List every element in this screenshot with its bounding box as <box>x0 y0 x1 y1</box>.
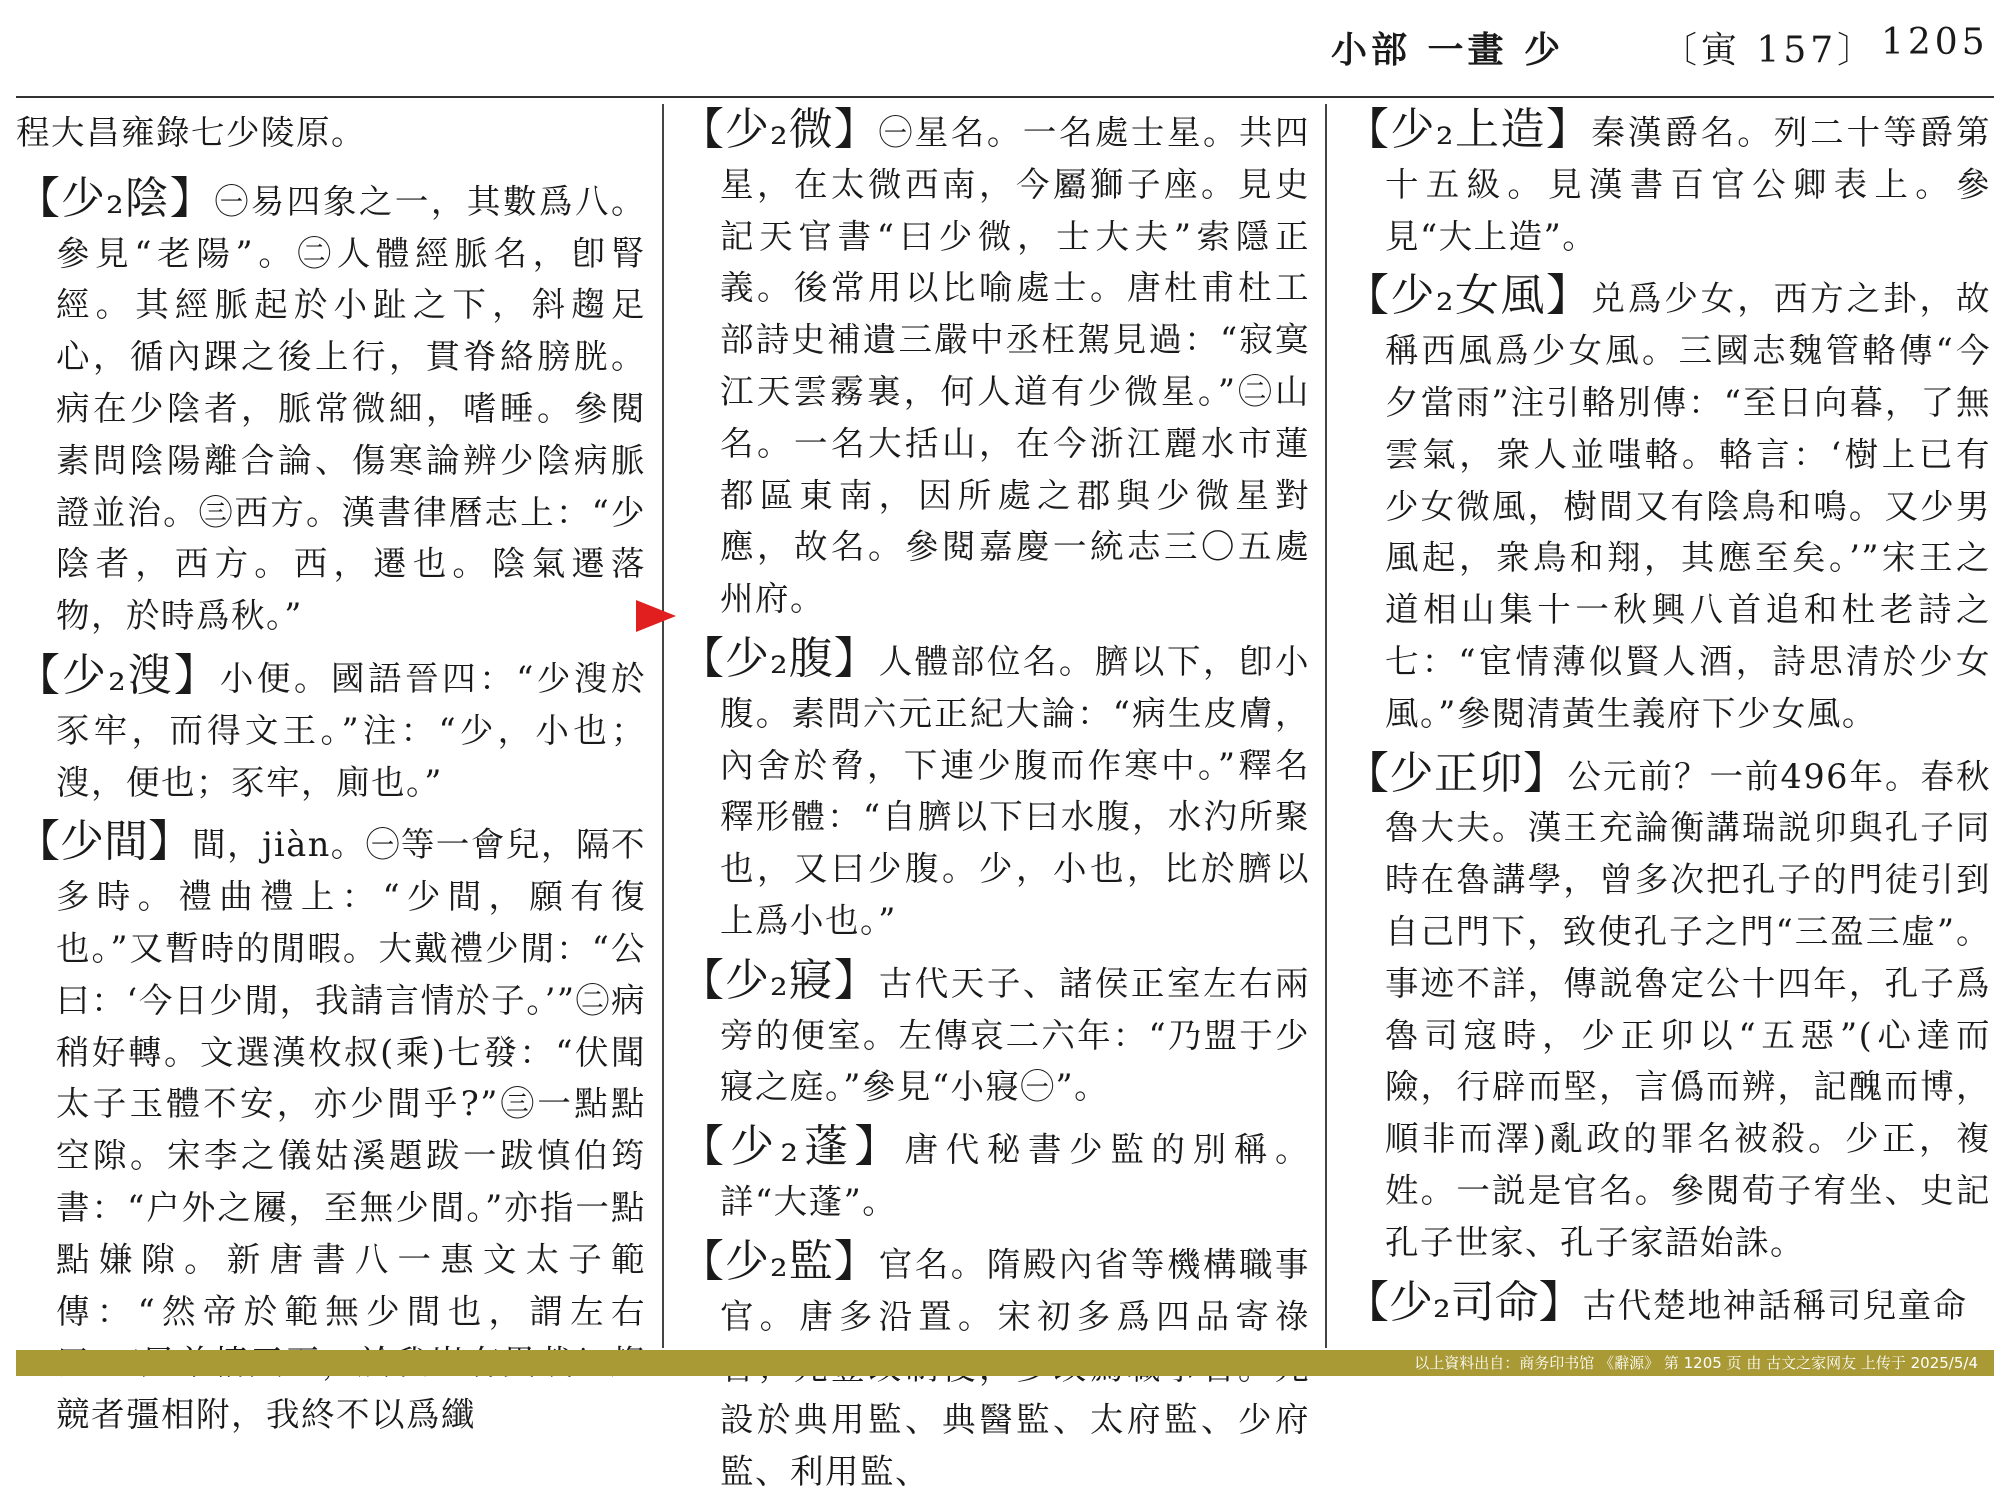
entry-headword: 【少₂蓬】 <box>680 1121 905 1173</box>
dictionary-entry <box>16 173 646 642</box>
column-3 <box>1345 104 1991 1348</box>
entry-headword: 【少₂女風】 <box>1345 270 1592 322</box>
footer-text: 以上資料出自：商务印书馆 《辭源》 第 1205 页 由 古文之家网友 上传于 2025/5/4 <box>1414 1354 1978 1372</box>
dictionary-entry <box>1345 270 1991 739</box>
entry-text: 人體部位名。臍以下，卽小腹。素問六元正紀大論：“病生皮膚，內舍於脅，下連少腹而作寒中。”釋名釋形體：“自臍以下曰水腹，水汋所聚也，又曰少腹。少，小也，比於臍以上爲小也。” <box>720 641 1311 940</box>
entry-text: 程大昌雍錄七少陵原。 <box>16 113 366 152</box>
page-number: 1205 <box>1881 22 1989 63</box>
dictionary-entry <box>680 955 1310 1113</box>
red-arrow-marker <box>636 600 676 632</box>
entry-headword: 【少₂溲】 <box>16 649 220 701</box>
entry-headword: 【少₂微】 <box>680 104 879 155</box>
entry-headword: 【少₂監】 <box>680 1235 879 1287</box>
entry-text: 小便。國語晉四：“少溲於豕牢，而得文王。”注：“少，小也；溲，便也；豕牢，廁也。” <box>56 658 646 802</box>
dictionary-entry <box>680 633 1310 947</box>
entry-headword: 【少間】 <box>16 816 193 868</box>
page-header <box>16 0 1994 98</box>
entry-text: 兑爲少女，西方之卦，故稱西風爲少女風。三國志魏管輅傳“今夕當雨”注引輅別傳：“至日向暮，了無雲氣，衆人並嗤輅。輅言：‘樹上已有少女微風，樹間又有陰鳥和鳴。又少男風起，衆鳥和翔，其應至矣。’”宋王之道相山集十一秋興八首追和杜老詩之七：“宦情薄似賢人酒，詩思清於少女風。”參閱清黃生義府下少女風。 <box>1385 279 1992 733</box>
entry-headword: 【少₂上造】 <box>1345 104 1592 155</box>
entry-text: 公元前？一前496年。春秋魯大夫。漢王充論衡講瑞説卯與孔子同時在魯講學，曾多次把孔子的門徒引到自己門下，致使孔子之門“三盈三虛”。事迹不詳，傳説魯定公十四年，孔子爲魯司寇時，少正卯以“五惡”(心達而險，行辟而堅，言僞而辨，記醜而博，順非而澤)亂政的罪名被殺。少正，複姓。一説是官名。參閱荀子宥坐、史記孔子世家、孔子家語始誅。 <box>1385 756 1991 1262</box>
entry-text: 間，jiàn。㊀等一會兒，隔不多時。禮曲禮上：“少間，願有復也。”又暫時的閒暇。大戴禮少閒：“公曰：‘今日少閒，我請言情於子。’”㊁病稍好轉。文選漢枚叔(乘)七發：“伏聞太子玉體不安，亦少間乎?”㊂一點點空隙。宋李之儀姑溪題跋一跋慎伯筠書：“户外之屨，至無少間。”亦指一點點嫌隙。新唐書八一惠文太子範傳：“然帝於範無少間也，謂左右 競者彊相附，我終不以爲纖 <box>56 825 646 1435</box>
entry-text: 官名。隋殿內省等機構職事官。唐多沿置。宋初多爲四品寄祿 設於典用監、典醫監、太府監、少府監、利用監、 <box>720 1244 1311 1491</box>
entry-headword: 【少₂寢】 <box>680 954 879 1006</box>
header-section: 小部 一畫 少 <box>1331 29 1565 71</box>
dictionary-entry <box>1345 1277 1991 1332</box>
dictionary-entry <box>16 104 646 159</box>
entry-headword: 【少₂腹】 <box>680 632 879 684</box>
column-2 <box>680 104 1311 1491</box>
entry-text: 古代楚地神話稱司兒童命 <box>1582 1285 1968 1325</box>
column-divider <box>1325 104 1327 1348</box>
entry-text: ㊀星名。一名處士星。共四星，在太微西南，今屬獅子座。見史記天官書“曰少微，士大夫”索隱正義。後常用以比喻處士。唐杜甫杜工部詩史補遺三嚴中丞枉駕見過：“寂寞江天雲霧裏，何人道有少微星。”㊁山名。一名大括山，在今浙江麗水市蓮都區東南，因所處之郡與少微星對應，故名。參閱嘉慶一統志三〇五處州府。 <box>720 113 1311 619</box>
entry-text: 唐代秘書少監的別稱。詳“大蓬”。 <box>720 1130 1311 1221</box>
entry-text: 秦漢爵名。列二十等爵第十五級。見漢書百官公卿表上。參見“大上造”。 <box>1385 113 1992 256</box>
entry-headword: 【少正卯】 <box>1345 747 1568 799</box>
entry-text: 古代天子、諸侯正室左右兩旁的便室。左傳哀二六年：“乃盟于少寢之庭。”參見“小寢㊀”。 <box>720 963 1311 1107</box>
header-code: 〔寅 157〕 <box>1661 30 1878 71</box>
dictionary-entry <box>16 650 646 808</box>
dictionary-entry <box>16 816 646 1441</box>
dictionary-entry <box>680 104 1310 625</box>
column-divider <box>662 104 664 1348</box>
column-1 <box>16 104 647 1435</box>
source-footer <box>16 1350 1994 1376</box>
dictionary-entry <box>1345 748 1991 1269</box>
entry-headword: 【少₂陰】 <box>16 172 215 224</box>
dictionary-entry <box>1345 104 1991 262</box>
entry-text: ㊀易四象之一，其數爲八。參見“老陽”。㊁人體經脈名，卽腎經。其經脈起於小趾之下，斜趨足心，循內踝之後上行，貫脊絡膀胱。病在少陰者，脈常微細，嗜睡。參閱素問陰陽離合論、傷寒論辨少陰病脈證並治。㊂西方。漢書律曆志上：“少陰者，西方。西，遷也。陰氣遷落物，於時爲秋。” <box>56 181 647 636</box>
entry-headword: 【少₂司命】 <box>1345 1276 1583 1328</box>
dictionary-entry <box>680 1121 1310 1228</box>
